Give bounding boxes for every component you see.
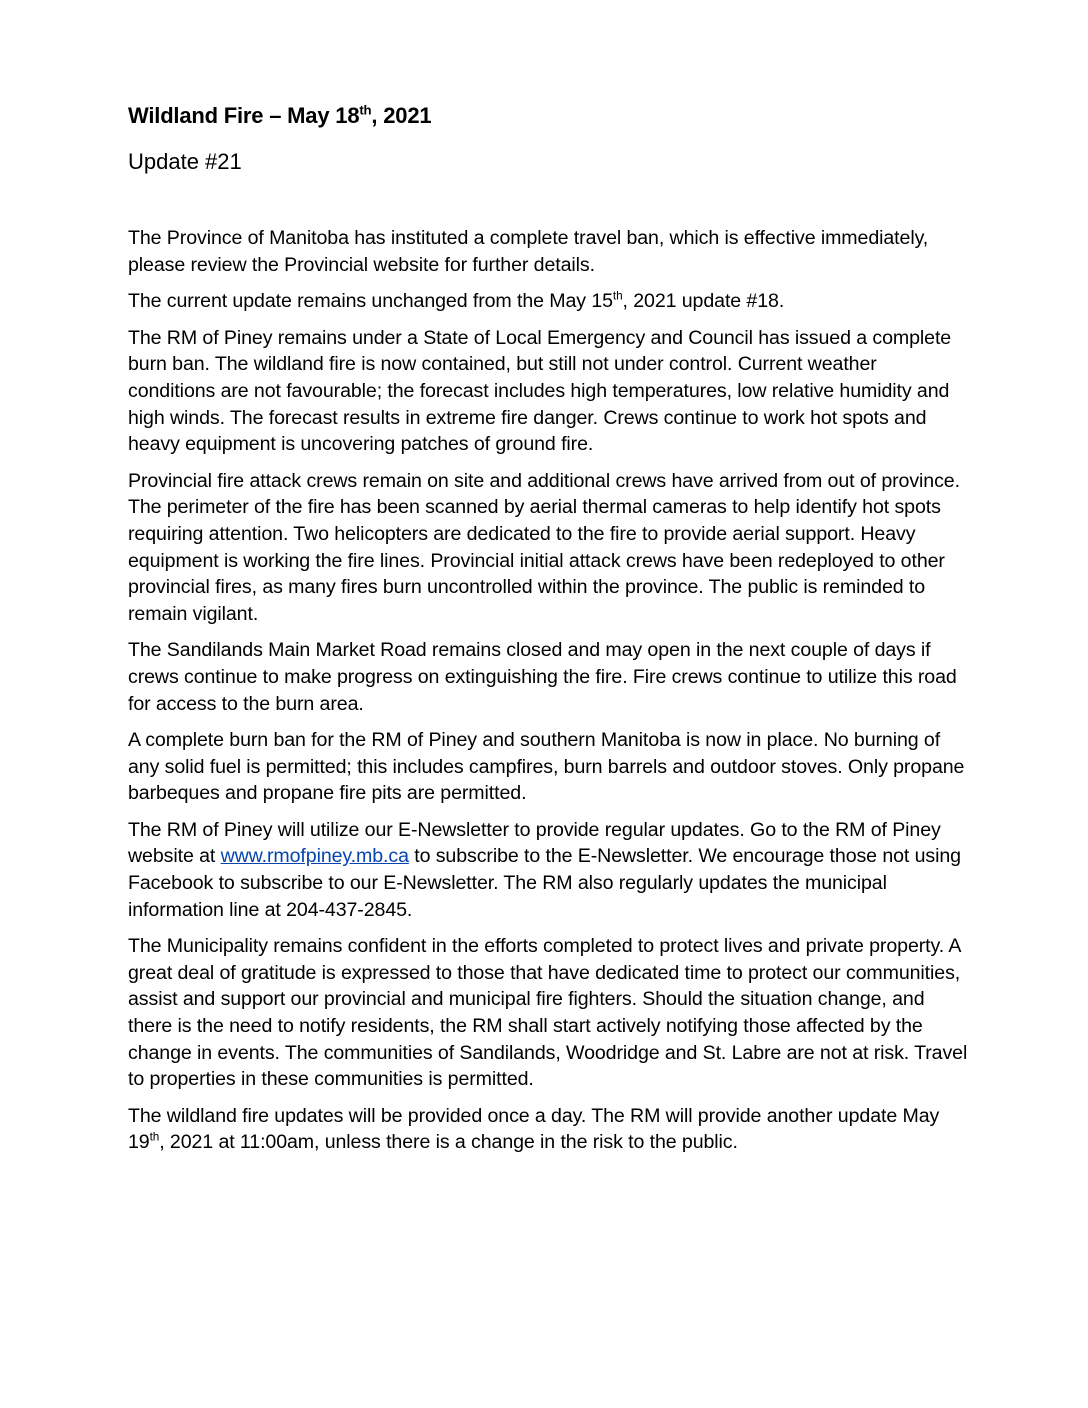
paragraph-text: to subscribe to the E-Newsletter. We encourage those not using Facebook to subscribe to our E-Newsletter. The RM also regularly updates the municipal information line at 204-437-2845. bbox=[128, 845, 961, 921]
paragraph-text: The wildland fire updates will be provided once a day. The RM will provide another update May 19 bbox=[128, 1104, 940, 1154]
website-link[interactable]: www.rmofpiney.mb.ca bbox=[220, 845, 409, 868]
title-year: , 2021 bbox=[371, 103, 432, 128]
paragraph-travel-ban: The Province of Manitoba has instituted a complete travel ban, which is effective immediately, please review the Provincial website for further details. bbox=[128, 227, 929, 276]
paragraph-text: The current update remains unchanged from the May 15 bbox=[128, 290, 613, 313]
paragraph-text: , 2021 update #18. bbox=[622, 290, 785, 313]
paragraph-text: , 2021 at 11:00am, unless there is a change in the risk to the public. bbox=[159, 1131, 738, 1154]
paragraph-gratitude: The Municipality remains confident in the efforts completed to protect lives and private property. A great deal of gratitude is expressed to those that have dedicated time to protect our communities, assist and support our provincial and municipal fire fighters. Should the situation change, and there is the need to notify residents, the RM shall start actively notifying those affected by the change in events. The communities of Sandilands, Woodridge and St. Labre are not at risk. Travel to properties in these communities is permitted. bbox=[128, 935, 968, 1091]
paragraph-fire-crews: Provincial fire attack crews remain on site and additional crews have arrived from out of province. The perimeter of the fire has been scanned by aerial thermal cameras to help identify hot spots requiring attention. Two helicopters are dedicated to the fire to provide aerial support. Heavy equipment is working the fire lines. Provincial initial attack crews have been redeployed to other provincial fires, as many fires burn uncontrolled within the province. The public is reminded to remain vigilant. bbox=[128, 469, 960, 625]
date-superscript: th bbox=[612, 289, 623, 303]
document-body bbox=[128, 225, 968, 1156]
paragraph-burn-ban: A complete burn ban for the RM of Piney and southern Manitoba is now in place. No burning of any solid fuel is permitted; this includes campfires, burn barrels and outdoor stoves. Only propane barbeques and propane fire pits are permitted. bbox=[128, 729, 965, 805]
paragraph-text: The RM of Piney will utilize our E-Newsletter to provide regular updates. Go to the RM of Piney website at bbox=[128, 818, 941, 868]
paragraph-next-update bbox=[128, 1103, 968, 1156]
title-superscript: th bbox=[359, 102, 372, 118]
page-title bbox=[128, 96, 968, 136]
paragraph-e-newsletter bbox=[128, 817, 968, 923]
document-page bbox=[128, 96, 968, 1166]
date-superscript: th bbox=[149, 1130, 160, 1144]
title-text: Wildland Fire – May 18 bbox=[128, 103, 360, 128]
paragraph-road-closure: The Sandilands Main Market Road remains closed and may open in the next couple of days if crews continue to make progress on extinguishing the fire. Fire crews continue to utilize this road for access to the burn area. bbox=[128, 639, 957, 715]
paragraph-update-status bbox=[128, 288, 968, 315]
paragraph-state-of-emergency: The RM of Piney remains under a State of Local Emergency and Council has issued a complete burn ban. The wildland fire is now contained, but still not under control. Current weather conditions are not favourable; the forecast includes high temperatures, low relative humidity and high winds. The forecast results in extreme fire danger. Crews continue to work hot spots and heavy equipment is uncovering patches of ground fire. bbox=[128, 326, 952, 456]
update-number: Update #21 bbox=[128, 149, 242, 174]
